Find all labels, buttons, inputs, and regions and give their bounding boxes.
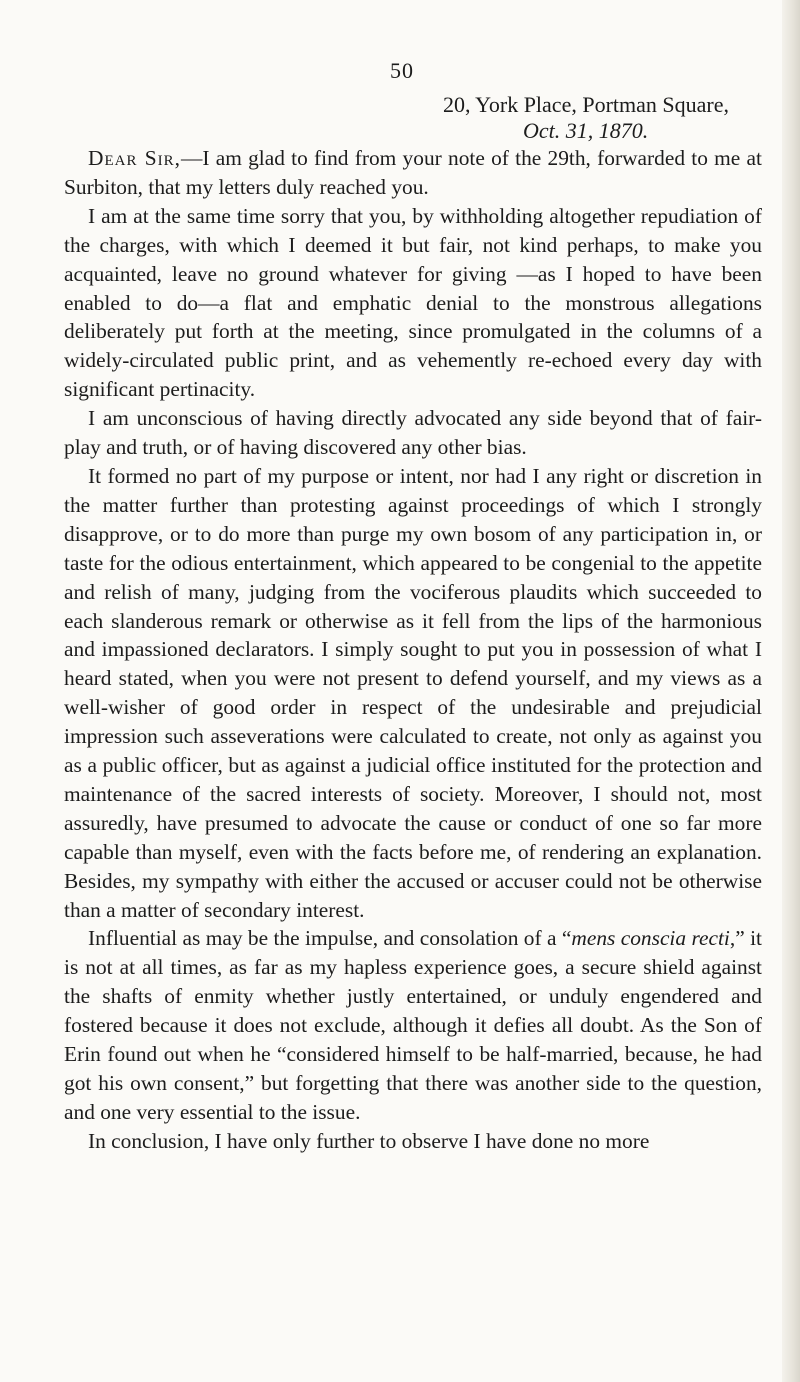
page-edge-shadow	[782, 0, 800, 1382]
paragraph-4: It formed no part of my purpose or intent, nor had I any right or discretion in the matter further than protesting against proceedings of which I strongly disapprove, or to do more than purge my own bosom of any participation in, or taste for the odious entertainment, which appeared to be congenial to the appetite and relish of many, judging from the vociferous plaudits which succeeded to each slanderous remark or otherwise as it fell from the lips of the harmonious and impassioned declarators. I simply sought to put you in possession of what I heard stated, when you were not present to defend yourself, and my views as a well-wisher of good order in respect of the undesirable and prejudicial impression such asseverations were calculated to create, not only as against you as a public officer, but as against a judicial office instituted for the protection and maintenance of the sacred interests of society. Moreover, I should not, most assuredly, have presumed to advocate the cause or conduct of one so far more capable than myself, even with the facts before me, of rendering an explanation. Besides, my sympathy with either the accused or accuser could not be otherwise than a matter of secondary interest.	[64, 463, 762, 922]
paragraph-2: I am at the same time sorry that you, by withholding altogether repudiation of the charges, with which I deemed it but fair, not kind perhaps, to make you acquainted, leave no ground whatever for giving —as I hoped to have been enabled to do—a flat and emphatic denial to the monstrous allegations deliberately put forth at the meeting, since promulgated in the columns of a widely-circulated public print, and as vehemently re-echoed every day with significant pertinacity.	[64, 203, 762, 402]
paragraph-5	[64, 924, 762, 1126]
paragraph-5-text-b: ,” it is not at all times, as far as my hapless experience goes, a secure shield against the shafts of enmity whether justly entertained, or unduly engendered and fostered because it does not exclude, although it defies all doubt. As the Son of Erin found out when he “considered himself to be half-married, because, he had got his own consent,” but forgetting that there was another side to the question, and one very essential to the issue.	[64, 926, 762, 1124]
paragraph-6: In conclusion, I have only further to observe I have done no more	[88, 1128, 650, 1153]
page-number: 50	[390, 58, 414, 83]
latin-phrase: mens conscia recti	[571, 926, 730, 951]
paragraph-1	[64, 144, 762, 202]
salutation: Dear Sir,	[88, 146, 181, 170]
letter-date	[523, 118, 648, 144]
paragraph-3: I am unconscious of having directly advocated any side beyond that of fair-play and truth, or of having discovered any other bias.	[64, 406, 762, 460]
letter-body	[64, 144, 762, 1156]
letter-address: 20, York Place, Portman Square,	[443, 92, 729, 117]
paragraph-5-text-a: Influential as may be the impulse, and consolation of a “	[88, 926, 572, 951]
letter-date-text: Oct. 31, 1870.	[523, 118, 649, 143]
paragraph-1-text: —I am glad to find from your note of the 29th, forwarded to me at Surbiton, that my letters duly reached you.	[64, 146, 762, 199]
